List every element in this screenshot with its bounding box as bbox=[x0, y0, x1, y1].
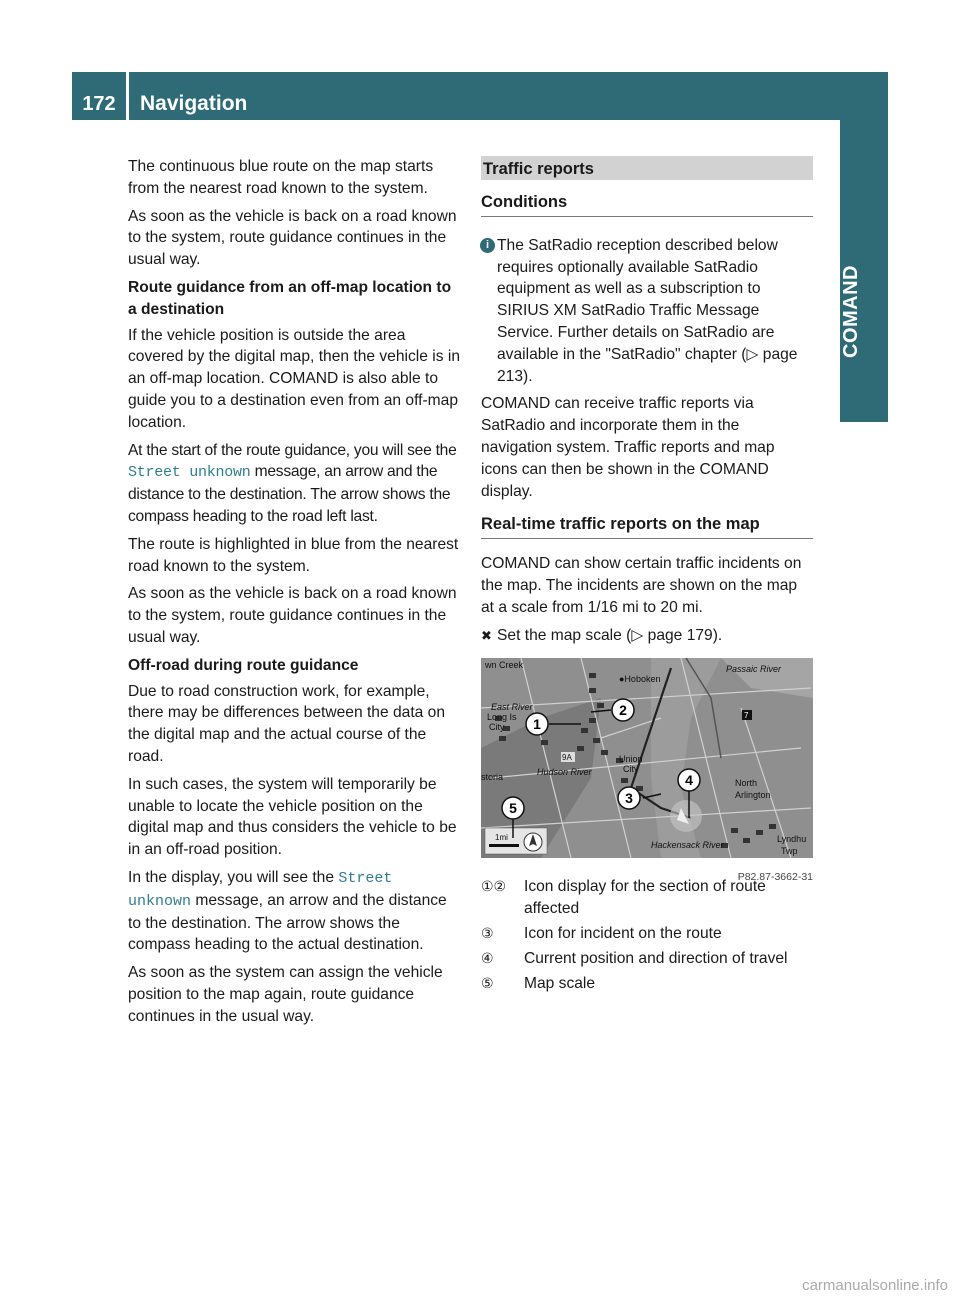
paragraph: COMAND can show certain traffic incidents on the map. The incidents are shown on the map at a scale from 1/16 mi to 20 mi. bbox=[481, 555, 802, 616]
legend-text: Map scale bbox=[524, 974, 596, 992]
conditions-heading: Conditions bbox=[481, 192, 813, 217]
subheading: Real-time traffic reports on the map bbox=[481, 514, 813, 539]
map-label-lyndhurst: Lyndhu bbox=[777, 834, 807, 845]
legend-item bbox=[481, 973, 813, 995]
map-label-long-is: Long Is bbox=[487, 712, 517, 723]
map-label-north: North bbox=[735, 778, 758, 789]
info-icon: i bbox=[480, 238, 495, 253]
section-title: Navigation bbox=[140, 92, 248, 115]
map-label-hackensack: Hackensack River bbox=[651, 840, 724, 851]
callout-1: 1 bbox=[533, 716, 541, 733]
map-label-twp: Twp bbox=[781, 846, 798, 857]
display-message: Street unknown bbox=[128, 464, 251, 482]
map-label-hudson: Hudson River bbox=[537, 767, 592, 778]
legend-text: Icon for incident on the route bbox=[524, 924, 722, 942]
callout-2: 2 bbox=[619, 702, 627, 719]
paragraph bbox=[128, 440, 462, 528]
legend-number: ③ bbox=[481, 924, 494, 941]
note-text: The SatRadio reception described below requires optionally available SatRadio equipment as well as a subscription to SIRIUS XM SatRadio Traffic Message Service. Further details on SatRadio are available in the "SatRadio" chapter (▷ page 213). bbox=[497, 236, 798, 385]
map-caption: P82.87-3662-31 bbox=[737, 871, 813, 884]
map-label-hoboken: ●Hoboken bbox=[619, 674, 661, 685]
info-note bbox=[481, 235, 813, 388]
callout-4: 4 bbox=[685, 772, 693, 789]
paragraph bbox=[128, 867, 462, 956]
callout-5: 5 bbox=[509, 800, 517, 817]
text: At the start of the route guidance, you will see the bbox=[128, 441, 457, 459]
map-label-9a: 9A bbox=[562, 753, 572, 763]
header-separator bbox=[126, 72, 129, 120]
text: In the display, you will see the bbox=[128, 868, 339, 886]
map-illustration bbox=[481, 658, 813, 858]
instruction-step bbox=[481, 625, 813, 647]
map-label-creek: wn Creek bbox=[485, 660, 524, 671]
legend-item bbox=[481, 948, 813, 970]
map-label-arlington: Arlington bbox=[735, 790, 771, 801]
subheading: Route guidance from an off-map location to a destination bbox=[128, 278, 452, 318]
traffic-map bbox=[481, 658, 813, 884]
text: message, an arrow and the distance to the destination. The arrow shows the compass heading to the road left last. bbox=[128, 463, 451, 525]
watermark: carmanualsonline.info bbox=[802, 1277, 948, 1294]
map-label-astoria: storia bbox=[481, 772, 504, 783]
right-column bbox=[481, 156, 813, 997]
text: message, an arrow and the distance to the destination. The arrow shows the compass heading to the actual destination. bbox=[128, 891, 447, 954]
paragraph: As soon as the system can assign the vehicle position to the map again, route guidance continues in the usual way. bbox=[128, 964, 443, 1025]
legend-number: ④ bbox=[481, 949, 494, 966]
paragraph: COMAND can receive traffic reports via SatRadio and incorporate them in the navigation system. Traffic reports and map icons can then be shown in the COMAND display. bbox=[481, 395, 775, 500]
map-label-union-city: Union bbox=[619, 754, 643, 765]
legend-text: Current position and direction of travel bbox=[524, 949, 788, 967]
paragraph: If the vehicle position is outside the area covered by the digital map, then the vehicle is in an off-map location. COMAND is also able to guide you to a destination even from an off-map location. bbox=[128, 326, 460, 431]
paragraph: The continuous blue route on the map starts from the nearest road known to the system. bbox=[128, 158, 434, 197]
map-label-city: City bbox=[489, 722, 505, 733]
side-tab-top bbox=[840, 120, 888, 202]
legend-number: ⑤ bbox=[481, 974, 494, 991]
step-text: Set the map scale (▷ page 179). bbox=[497, 626, 723, 644]
callout-3: 3 bbox=[625, 790, 633, 807]
side-tab-label: COMAND bbox=[840, 265, 862, 359]
map-label-passaic: Passaic River bbox=[726, 664, 782, 675]
display-message: Street unknown bbox=[128, 869, 393, 910]
left-column bbox=[128, 156, 462, 1033]
paragraph: In such cases, the system will temporarily be unable to locate the vehicle position on the digital map and thus considers the vehicle to be in an off-road position. bbox=[128, 775, 457, 859]
map-scale-label: 1mi bbox=[495, 833, 508, 843]
subheading: Off-road during route guidance bbox=[128, 656, 359, 674]
section-heading: Traffic reports bbox=[481, 156, 813, 180]
paragraph: As soon as the vehicle is back on a road known to the system, route guidance continues in the usual way. bbox=[128, 207, 457, 269]
legend-item bbox=[481, 923, 813, 945]
paragraph: As soon as the vehicle is back on a road known to the system, route guidance continues in the usual way. bbox=[128, 585, 457, 646]
legend-item bbox=[481, 876, 813, 920]
legend-text: Icon display for the section of route affected bbox=[524, 878, 766, 918]
step-arrow-icon: ✖ bbox=[481, 627, 492, 643]
map-label-union-city-2: City bbox=[623, 764, 639, 775]
map-label-east-river: East River bbox=[491, 702, 533, 713]
map-label-route-7: 7 bbox=[744, 711, 749, 721]
paragraph: Due to road construction work, for example, there may be differences between the data on the digital map and the actual course of the road. bbox=[128, 682, 445, 765]
page-number: 172 bbox=[82, 93, 116, 115]
paragraph: The route is highlighted in blue from the nearest road known to the system. bbox=[128, 535, 459, 575]
legend-number: ①② bbox=[481, 878, 507, 895]
